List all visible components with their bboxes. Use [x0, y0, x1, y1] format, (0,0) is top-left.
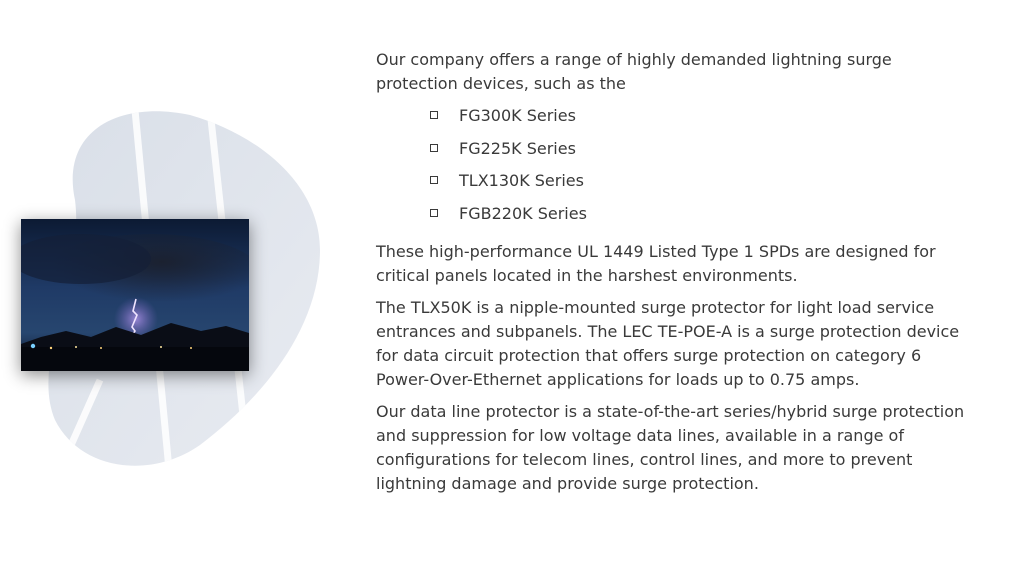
series-label: FG300K Series: [459, 106, 576, 125]
series-label: FG225K Series: [459, 138, 576, 158]
bullet-square-icon: [430, 209, 438, 217]
bullet-square-icon: [430, 111, 438, 119]
lightning-storm-photo: [21, 219, 249, 371]
series-label: TLX130K Series: [459, 171, 584, 190]
series-label: FGB220K Series: [459, 203, 587, 223]
intro-paragraph: Our company offers a range of highly demanded lightning surge protection devices, such as the: [376, 50, 892, 93]
paragraph: The TLX50K is a nipple-mounted surge protector for light load service entrances and subpanels. The LEC TE-POE-A is a surge protection device for data circuit protection that offers surge protection on category 6 Power-Over-Ethernet applications for loads up to 0.75 amps.: [376, 298, 960, 389]
city-light: [75, 346, 77, 348]
bullet-square-icon: [430, 176, 438, 184]
ground: [21, 347, 249, 371]
city-light: [160, 346, 162, 348]
city-light: [31, 344, 35, 348]
series-item: [376, 169, 966, 202]
series-item: [376, 137, 966, 170]
city-light: [190, 347, 192, 349]
city-light: [50, 347, 52, 349]
series-list: [376, 104, 966, 234]
series-item: [376, 202, 966, 235]
city-light: [100, 347, 102, 349]
paragraph: Our data line protector is a state-of-the-art series/hybrid surge protection and suppression for low voltage data lines, available in a range of configurations for telecom lines, control lines, and more to prevent lightning damage and provide surge protection.: [376, 402, 965, 493]
series-item: [376, 104, 966, 137]
paragraph: These high-performance UL 1449 Listed Type 1 SPDs are designed for critical panels located in the harshest environments.: [376, 242, 936, 285]
content-text: [376, 48, 966, 504]
bullet-square-icon: [430, 144, 438, 152]
